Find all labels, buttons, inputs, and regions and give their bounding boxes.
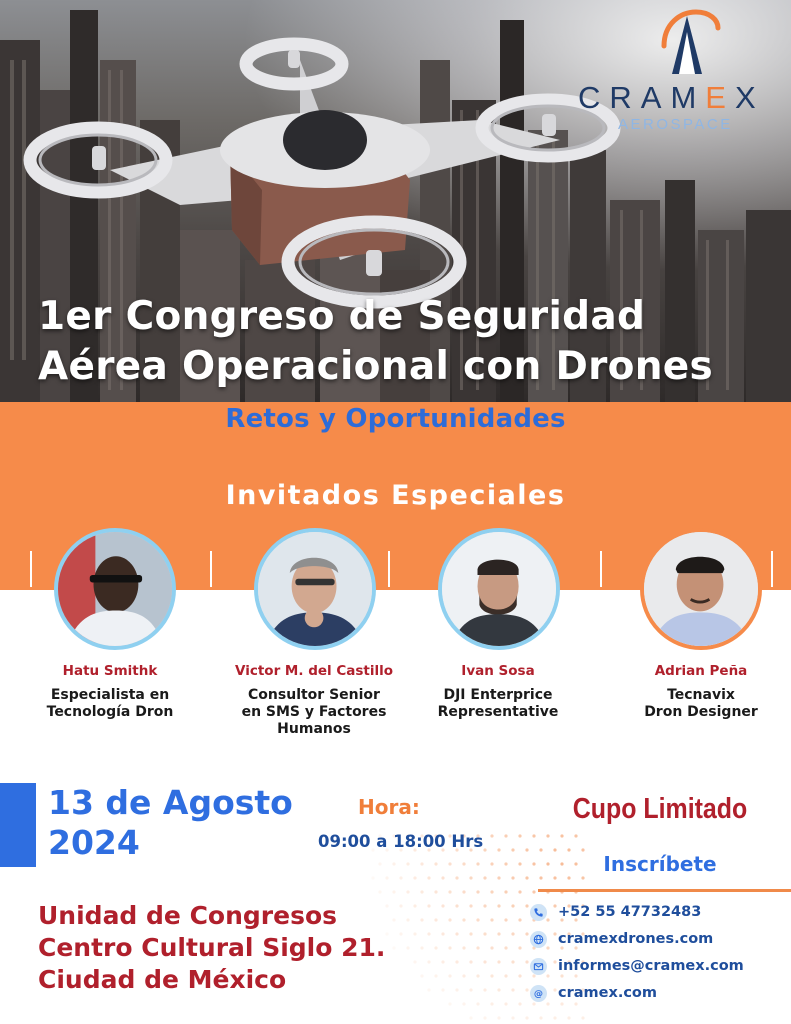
event-venue: Unidad de Congresos Centro Cultural Siglo 21. Ciudad de México [38,901,386,994]
globe-icon [530,931,547,948]
mail-icon [530,958,547,975]
phone-icon [530,904,547,921]
speaker-name: Hatu Smithk [62,663,158,679]
speaker-photo [438,528,560,650]
brand-logo-subtitle: AEROSPACE [618,116,733,133]
event-date: 13 de Agosto 2024 [48,783,293,862]
speaker-name: Victor M. del Castillo [235,663,393,679]
band-divider [600,551,602,587]
speaker-photo [254,528,376,650]
time-value: 09:00 a 18:00 Hrs [318,832,484,851]
speaker-role: DJI Enterprice Representative [437,687,559,720]
svg-text:@: @ [533,988,544,999]
speaker-photo [640,528,762,650]
speaker-role: Tecnavix Dron Designer [644,687,758,720]
band-divider [388,551,390,587]
time-label: Hora: [358,795,420,819]
speaker-photo [54,528,176,650]
band-divider [30,551,32,587]
speaker-role: Especialista en Tecnología Dron [46,687,174,720]
event-title-line-2: Aérea Operacional con Drones [38,344,714,389]
event-title-line-1: 1er Congreso de Seguridad [38,294,646,339]
rocket-logo-icon [652,6,722,78]
speaker-name: Adrian Peña [654,663,748,679]
speaker-role: Consultor Senior en SMS y Factores Humanos [241,687,387,737]
register-link[interactable]: Inscríbete [603,852,717,876]
limited-seats-label: Cupo Limitado [572,793,748,825]
contact-phone[interactable] [530,901,790,923]
event-subtitle: Retos y Oportunidades [225,404,566,434]
contact-website[interactable] [530,928,790,950]
divider-line [538,889,791,892]
band-divider [771,551,773,587]
hero-banner [0,0,791,402]
contact-social[interactable] [530,982,790,1004]
contact-text: +52 55 47732483 [558,904,702,920]
guests-heading: Invitados Especiales [225,480,566,511]
contact-text: informes@cramex.com [558,958,744,974]
contact-text: cramex.com [558,985,658,1001]
at-icon [530,985,547,1002]
band-divider [210,551,212,587]
brand-logo-wordmark: CRAMEX [578,80,765,115]
contact-email[interactable] [530,955,790,977]
speaker-name: Ivan Sosa [461,663,535,679]
date-accent-bar [0,783,36,867]
contact-text: cramexdrones.com [558,931,714,947]
event-title [38,292,778,392]
